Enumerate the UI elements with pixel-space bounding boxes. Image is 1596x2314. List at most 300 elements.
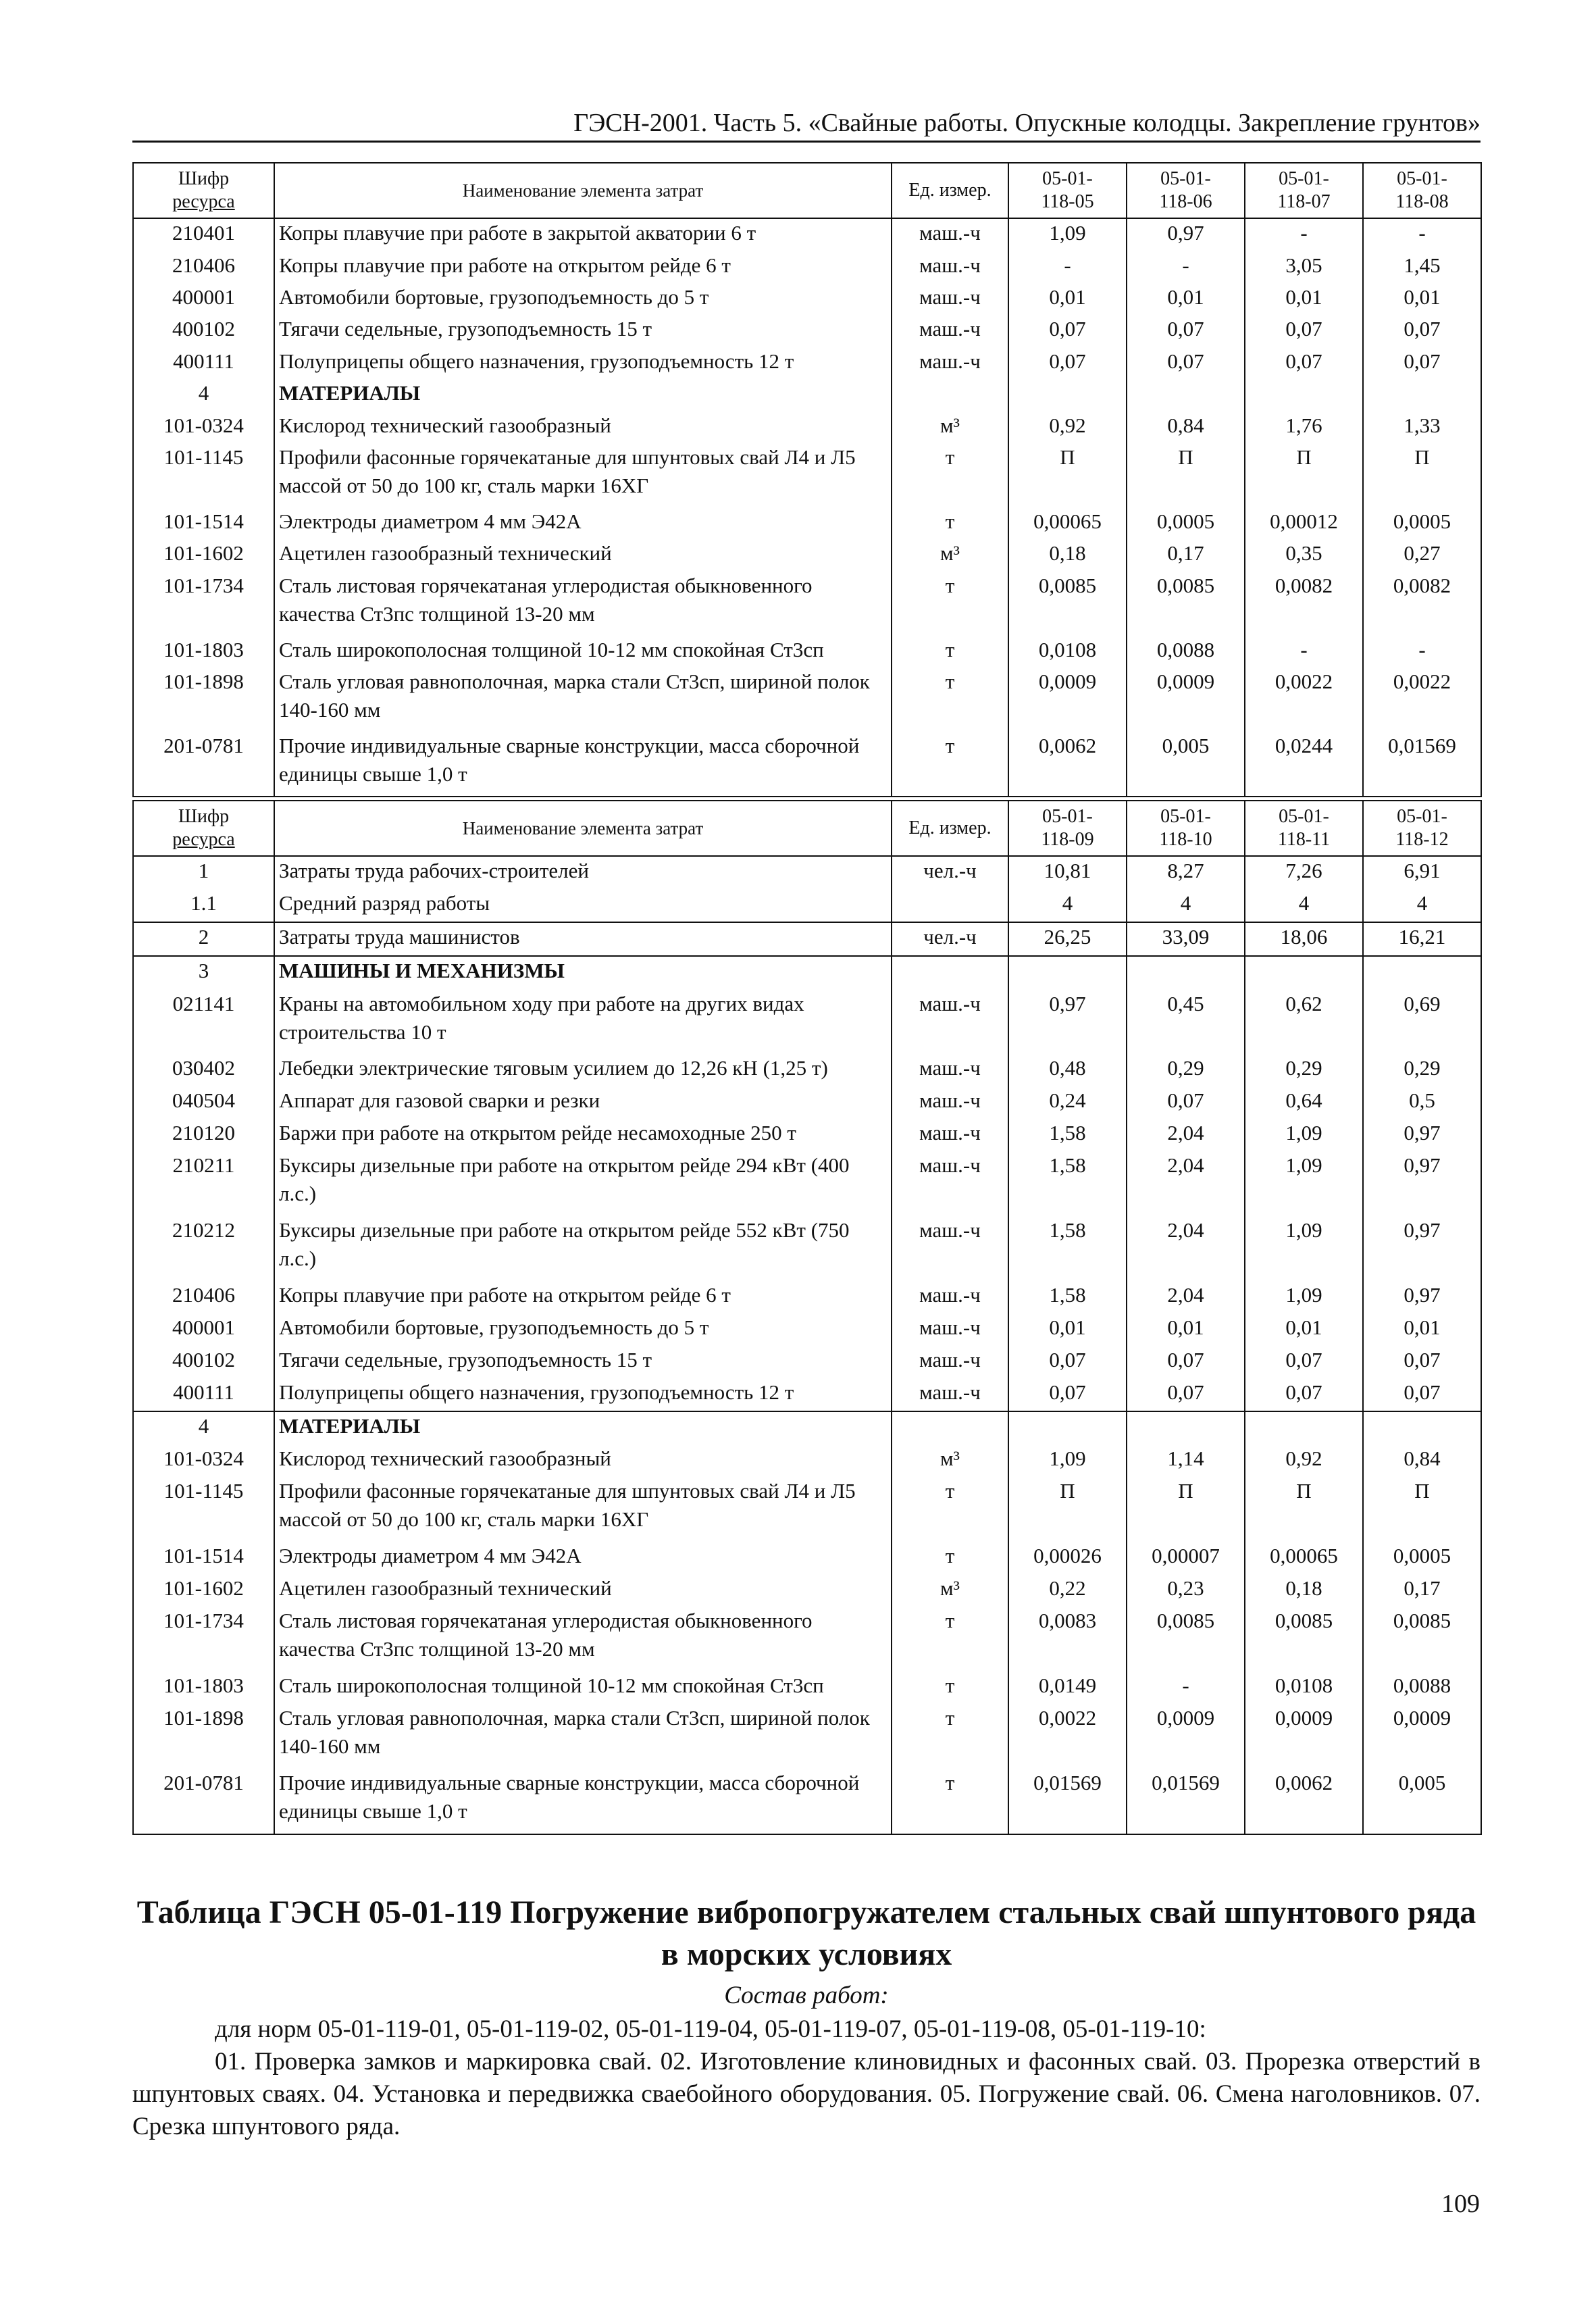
norm-value-cell: 0,01	[1245, 1313, 1363, 1346]
resource-name-cell: Копры плавучие при работе на открытом рейде 6 т	[274, 251, 892, 283]
table-row	[133, 1346, 1481, 1378]
norm-value-cell: -	[1127, 1671, 1245, 1704]
norm-value-cell: 0,0149	[1008, 1671, 1127, 1704]
table-row	[133, 1054, 1481, 1086]
norm-value-cell: 0,0085	[1245, 1607, 1363, 1671]
norm-value-cell: 1,09	[1245, 1151, 1363, 1216]
norm-value-cell	[1245, 956, 1363, 989]
name-column-header: Наименование элемента затрат	[274, 801, 892, 856]
norm-value-cell	[1008, 956, 1127, 989]
resource-code-cell: 101-1734	[133, 572, 274, 636]
norm-value-cell: 0,07	[1363, 1346, 1481, 1378]
norm-value-cell: 10,81	[1008, 856, 1127, 889]
norm-value-cell: 0,92	[1008, 411, 1127, 443]
table-row	[133, 347, 1481, 379]
norms-line: для норм 05-01-119-01, 05-01-119-02, 05-01-119-04, 05-01-119-07, 05-01-119-08, 05-01-119-10:	[215, 2015, 1206, 2043]
unit-cell: т	[892, 443, 1008, 507]
norm-value-cell	[1363, 379, 1481, 411]
resource-name-cell: Лебедки электрические тяговым усилием до 12,26 кН (1,25 т)	[274, 1054, 892, 1086]
unit-cell: чел.-ч	[892, 922, 1008, 956]
unit-cell: маш.-ч	[892, 1086, 1008, 1119]
resource-name-cell: Полуприцепы общего назначения, грузоподъемность 12 т	[274, 347, 892, 379]
norm-value-cell: 0,0085	[1127, 572, 1245, 636]
resource-code-cell: 101-1898	[133, 1704, 274, 1769]
norm-value-cell: 0,0088	[1363, 1671, 1481, 1704]
resource-code-cell: 2	[133, 922, 274, 956]
works-subtitle: Состав работ:	[724, 1982, 889, 2009]
norm-value-cell: 0,01	[1245, 283, 1363, 315]
norm-value-cell: 0,07	[1245, 315, 1363, 347]
unit-cell: т	[892, 1477, 1008, 1542]
norm-value-cell: 0,27	[1363, 539, 1481, 571]
norm-value-cell: 0,07	[1008, 1378, 1127, 1411]
resource-name-cell: Кислород технический газообразный	[274, 1444, 892, 1477]
norm-value-cell	[1245, 1411, 1363, 1444]
norm-value-cell: 0,0009	[1127, 668, 1245, 732]
norm-value-cell: 0,0005	[1363, 1542, 1481, 1574]
table-row	[133, 1769, 1481, 1834]
resource-name-cell: Краны на автомобильном ходу при работе на других видах строительства 10 т	[274, 990, 892, 1055]
norm-value-cell: 0,64	[1245, 1086, 1363, 1119]
name-column-header: Наименование элемента затрат	[274, 163, 892, 218]
table-row	[133, 411, 1481, 443]
norm-value-cell: 0,24	[1008, 1086, 1127, 1119]
norm-value-cell	[1363, 956, 1481, 989]
norm-value-cell: 0,0088	[1127, 636, 1245, 668]
norm-value-cell: 1,09	[1008, 218, 1127, 251]
norm-value-cell: П	[1245, 443, 1363, 507]
resource-name-cell: Автомобили бортовые, грузоподъемность до 5 т	[274, 1313, 892, 1346]
resource-code-cell: 101-1734	[133, 1607, 274, 1671]
norm-value-cell: 1,45	[1363, 251, 1481, 283]
unit-cell	[892, 379, 1008, 411]
unit-cell: маш.-ч	[892, 218, 1008, 251]
resource-name-cell: МАШИНЫ И МЕХАНИЗМЫ	[274, 956, 892, 989]
resource-name-cell: Сталь угловая равнополочная, марка стали Ст3сп, шириной полок 140-160 мм	[274, 668, 892, 732]
table-row	[133, 315, 1481, 347]
table-row	[133, 1151, 1481, 1216]
norm-value-cell: 0,0009	[1363, 1704, 1481, 1769]
resource-code-cell: 101-1145	[133, 1477, 274, 1542]
unit-cell: маш.-ч	[892, 1119, 1008, 1151]
table-row	[133, 1477, 1481, 1542]
norm-value-cell: 1,58	[1008, 1151, 1127, 1216]
norm-value-cell: 0,18	[1008, 539, 1127, 571]
resource-name-cell: Баржи при работе на открытом рейде несамоходные 250 т	[274, 1119, 892, 1151]
resource-code-cell: 3	[133, 956, 274, 989]
norm-value-cell: П	[1245, 1477, 1363, 1542]
table-row	[133, 507, 1481, 539]
resource-code-cell: 101-1898	[133, 668, 274, 732]
resource-code-cell: 040504	[133, 1086, 274, 1119]
unit-cell: т	[892, 732, 1008, 797]
norm-value-cell: П	[1363, 1477, 1481, 1542]
norm-value-cell: 1,14	[1127, 1444, 1245, 1477]
unit-column-header: Ед. измер.	[892, 801, 1008, 856]
section-row	[133, 379, 1481, 411]
table-row	[133, 1313, 1481, 1346]
unit-cell	[892, 956, 1008, 989]
norm-value-cell: 0,01	[1008, 283, 1127, 315]
norm-value-cell	[1127, 379, 1245, 411]
norm-value-cell: 0,01	[1127, 283, 1245, 315]
unit-cell: т	[892, 1671, 1008, 1704]
norm-value-cell: 0,22	[1008, 1574, 1127, 1607]
resource-code-cell: 400102	[133, 315, 274, 347]
norm-value-cell: 0,07	[1363, 315, 1481, 347]
resource-name-cell: Копры плавучие при работе на открытом рейде 6 т	[274, 1281, 892, 1313]
unit-cell: маш.-ч	[892, 283, 1008, 315]
table-row	[133, 539, 1481, 571]
norm-value-cell: 7,26	[1245, 856, 1363, 889]
resource-code-cell: 210406	[133, 251, 274, 283]
norm-value-cell: 0,0009	[1245, 1704, 1363, 1769]
unit-cell: маш.-ч	[892, 1054, 1008, 1086]
table-row	[133, 283, 1481, 315]
norm-value-cell: 0,00026	[1008, 1542, 1127, 1574]
norm-value-cell: 0,97	[1363, 1119, 1481, 1151]
resource-name-cell: Буксиры дизельные при работе на открытом рейде 294 кВт (400 л.с.)	[274, 1151, 892, 1216]
norm-value-cell: 0,07	[1245, 347, 1363, 379]
table-header-row	[133, 163, 1481, 218]
norm-column-header: 05-01- 118-12	[1363, 801, 1481, 856]
unit-cell: маш.-ч	[892, 1346, 1008, 1378]
norm-value-cell: 0,0009	[1008, 668, 1127, 732]
norm-value-cell: 0,23	[1127, 1574, 1245, 1607]
norm-value-cell: 8,27	[1127, 856, 1245, 889]
resource-code-cell: 210401	[133, 218, 274, 251]
unit-cell: маш.-ч	[892, 347, 1008, 379]
resource-code-cell: 101-1145	[133, 443, 274, 507]
resource-code-cell: 021141	[133, 990, 274, 1055]
norm-value-cell: 0,92	[1245, 1444, 1363, 1477]
norm-value-cell: 0,0022	[1245, 668, 1363, 732]
resource-code-cell: 101-0324	[133, 1444, 274, 1477]
table-row	[133, 732, 1481, 797]
section-row	[133, 1411, 1481, 1444]
norm-value-cell	[1127, 1411, 1245, 1444]
norm-value-cell: 0,01569	[1363, 732, 1481, 797]
norm-value-cell: 0,18	[1245, 1574, 1363, 1607]
resource-code-cell: 201-0781	[133, 732, 274, 797]
resource-code-cell: 210406	[133, 1281, 274, 1313]
norm-value-cell: 0,01	[1363, 1313, 1481, 1346]
resource-code-cell: 210211	[133, 1151, 274, 1216]
resource-code-cell: 400102	[133, 1346, 274, 1378]
resource-name-cell: Ацетилен газообразный технический	[274, 1574, 892, 1607]
norm-value-cell: 0,5	[1363, 1086, 1481, 1119]
norm-value-cell: 0,07	[1363, 1378, 1481, 1411]
resource-code-cell: 4	[133, 1411, 274, 1444]
norm-value-cell: 0,69	[1363, 990, 1481, 1055]
resource-name-cell: Электроды диаметром 4 мм Э42А	[274, 507, 892, 539]
resource-code-cell: 210120	[133, 1119, 274, 1151]
table-header-row	[133, 801, 1481, 856]
norm-value-cell: 0,01	[1127, 1313, 1245, 1346]
norm-value-cell: 0,35	[1245, 539, 1363, 571]
norm-value-cell: 3,05	[1245, 251, 1363, 283]
norm-value-cell: 0,07	[1127, 1346, 1245, 1378]
norm-value-cell: П	[1127, 1477, 1245, 1542]
unit-cell: т	[892, 1704, 1008, 1769]
norm-value-cell: 0,97	[1127, 218, 1245, 251]
resource-code-cell: 4	[133, 379, 274, 411]
unit-cell: м³	[892, 539, 1008, 571]
norm-value-cell: -	[1245, 218, 1363, 251]
norm-value-cell: П	[1363, 443, 1481, 507]
norm-value-cell: 16,21	[1363, 922, 1481, 956]
table-row	[133, 1086, 1481, 1119]
norm-value-cell: 0,005	[1363, 1769, 1481, 1834]
code-column-header: Шифр ресурса	[133, 801, 274, 856]
norm-value-cell	[1008, 1411, 1127, 1444]
norm-value-cell: 1,09	[1245, 1119, 1363, 1151]
table-row	[133, 668, 1481, 732]
resource-name-cell: Сталь листовая горячекатаная углеродистая обыкновенного качества Ст3пс толщиной 13-20 мм	[274, 572, 892, 636]
table-row	[133, 1704, 1481, 1769]
norm-column-header: 05-01- 118-08	[1363, 163, 1481, 218]
norm-value-cell: -	[1245, 636, 1363, 668]
unit-cell: т	[892, 572, 1008, 636]
resource-code-cell: 1.1	[133, 889, 274, 922]
table-row	[133, 856, 1481, 889]
norm-value-cell: 0,0085	[1008, 572, 1127, 636]
norm-value-cell: 0,00007	[1127, 1542, 1245, 1574]
section-title: Таблица ГЭСН 05-01-119 Погружение вибропогружателем стальных свай шпунтового ряда в морских условиях	[136, 1894, 1476, 1972]
resource-name-cell: Профили фасонные горячекатаные для шпунтовых свай Л4 и Л5 массой от 50 до 100 кг, сталь марки 16ХГ	[274, 1477, 892, 1542]
unit-cell: м³	[892, 1444, 1008, 1477]
resource-name-cell: Тягачи седельные, грузоподъемность 15 т	[274, 315, 892, 347]
norm-value-cell: 0,07	[1127, 315, 1245, 347]
norm-value-cell	[1245, 379, 1363, 411]
table-row	[133, 443, 1481, 507]
norm-value-cell: 0,07	[1127, 1378, 1245, 1411]
resource-name-cell: МАТЕРИАЛЫ	[274, 379, 892, 411]
norm-value-cell: 0,0085	[1363, 1607, 1481, 1671]
norm-value-cell: 0,0005	[1127, 507, 1245, 539]
norm-column-header: 05-01- 118-10	[1127, 801, 1245, 856]
resource-code-cell: 400111	[133, 1378, 274, 1411]
norm-value-cell: 1,09	[1245, 1216, 1363, 1281]
norm-value-cell: 0,0022	[1363, 668, 1481, 732]
unit-cell: т	[892, 668, 1008, 732]
resource-name-cell: Сталь широкополосная толщиной 10-12 мм спокойная Ст3сп	[274, 1671, 892, 1704]
resource-name-cell: Электроды диаметром 4 мм Э42А	[274, 1542, 892, 1574]
norm-column-header: 05-01- 118-07	[1245, 163, 1363, 218]
unit-cell: т	[892, 636, 1008, 668]
resource-name-cell: Буксиры дизельные при работе на открытом рейде 552 кВт (750 л.с.)	[274, 1216, 892, 1281]
norm-value-cell: 18,06	[1245, 922, 1363, 956]
norm-value-cell: 0,07	[1008, 315, 1127, 347]
norm-value-cell: П	[1127, 443, 1245, 507]
unit-cell: м³	[892, 411, 1008, 443]
unit-cell: маш.-ч	[892, 1281, 1008, 1313]
unit-cell: маш.-ч	[892, 1151, 1008, 1216]
norm-column-header: 05-01- 118-06	[1127, 163, 1245, 218]
norm-value-cell: 2,04	[1127, 1216, 1245, 1281]
resource-code-cell: 210212	[133, 1216, 274, 1281]
unit-cell: чел.-ч	[892, 856, 1008, 889]
resource-code-cell: 030402	[133, 1054, 274, 1086]
resource-name-cell: Кислород технический газообразный	[274, 411, 892, 443]
norm-value-cell: 0,0108	[1008, 636, 1127, 668]
unit-cell	[892, 1411, 1008, 1444]
unit-cell	[892, 889, 1008, 922]
resource-code-cell: 400111	[133, 347, 274, 379]
norm-value-cell: 0,0083	[1008, 1607, 1127, 1671]
resource-name-cell: Сталь широкополосная толщиной 10-12 мм спокойная Ст3сп	[274, 636, 892, 668]
unit-cell: маш.-ч	[892, 315, 1008, 347]
norm-value-cell: 0,00065	[1245, 1542, 1363, 1574]
norm-value-cell: 0,29	[1363, 1054, 1481, 1086]
norm-value-cell: -	[1363, 218, 1481, 251]
unit-cell: маш.-ч	[892, 1313, 1008, 1346]
norm-value-cell: 0,17	[1127, 539, 1245, 571]
table-row	[133, 251, 1481, 283]
table-row	[133, 218, 1481, 251]
norm-value-cell: 2,04	[1127, 1281, 1245, 1313]
code-column-header: Шифр ресурса	[133, 163, 274, 218]
resource-code-cell: 101-1514	[133, 507, 274, 539]
norm-value-cell: 0,29	[1245, 1054, 1363, 1086]
unit-cell: маш.-ч	[892, 251, 1008, 283]
norm-value-cell: 0,0244	[1245, 732, 1363, 797]
unit-cell: т	[892, 1769, 1008, 1834]
resource-code-cell: 101-1803	[133, 636, 274, 668]
resource-name-cell: Сталь листовая горячекатаная углеродистая обыкновенного качества Ст3пс толщиной 13-20 мм	[274, 1607, 892, 1671]
norm-value-cell: 0,0009	[1127, 1704, 1245, 1769]
norm-value-cell: 0,17	[1363, 1574, 1481, 1607]
resource-code-cell: 101-1602	[133, 1574, 274, 1607]
unit-cell: маш.-ч	[892, 1216, 1008, 1281]
norm-value-cell: 26,25	[1008, 922, 1127, 956]
norm-value-cell: 0,0085	[1127, 1607, 1245, 1671]
norm-value-cell: 0,97	[1008, 990, 1127, 1055]
resource-name-cell: Прочие индивидуальные сварные конструкции, масса сборочной единицы свыше 1,0 т	[274, 1769, 892, 1834]
section-row	[133, 956, 1481, 989]
norm-value-cell: 0,45	[1127, 990, 1245, 1055]
norm-value-cell: 4	[1245, 889, 1363, 922]
norm-value-cell: -	[1363, 636, 1481, 668]
resource-code-cell: 400001	[133, 283, 274, 315]
norm-value-cell: 33,09	[1127, 922, 1245, 956]
resource-code-cell: 101-1602	[133, 539, 274, 571]
norm-value-cell: 0,005	[1127, 732, 1245, 797]
resource-name-cell: Копры плавучие при работе в закрытой акватории 6 т	[274, 218, 892, 251]
norm-value-cell: 0,84	[1127, 411, 1245, 443]
table-row	[133, 990, 1481, 1055]
norm-value-cell: 0,07	[1245, 1378, 1363, 1411]
norm-value-cell: 0,07	[1363, 347, 1481, 379]
norm-value-cell: 0,00065	[1008, 507, 1127, 539]
norm-value-cell: 0,07	[1008, 347, 1127, 379]
norm-value-cell: -	[1008, 251, 1127, 283]
unit-cell: м³	[892, 1574, 1008, 1607]
norm-value-cell: 0,97	[1363, 1151, 1481, 1216]
table-row	[133, 636, 1481, 668]
norm-column-header: 05-01- 118-05	[1008, 163, 1127, 218]
table-row	[133, 1378, 1481, 1411]
unit-column-header: Ед. измер.	[892, 163, 1008, 218]
table-row	[133, 1119, 1481, 1151]
norm-value-cell: 0,0062	[1008, 732, 1127, 797]
norm-value-cell: П	[1008, 443, 1127, 507]
norm-value-cell: 1,09	[1008, 1444, 1127, 1477]
norm-value-cell	[1127, 956, 1245, 989]
table-row	[133, 1607, 1481, 1671]
norm-value-cell: 0,01569	[1008, 1769, 1127, 1834]
norm-value-cell: -	[1127, 251, 1245, 283]
unit-cell: т	[892, 1542, 1008, 1574]
table-row	[133, 1281, 1481, 1313]
resource-name-cell: Сталь угловая равнополочная, марка стали Ст3сп, шириной полок 140-160 мм	[274, 1704, 892, 1769]
table-row	[133, 922, 1481, 956]
table-row	[133, 1671, 1481, 1704]
norm-value-cell: 0,01	[1008, 1313, 1127, 1346]
norm-value-cell: 4	[1008, 889, 1127, 922]
table-row	[133, 572, 1481, 636]
norm-value-cell: 0,62	[1245, 990, 1363, 1055]
resource-table-118-05-08	[132, 162, 1482, 797]
norm-value-cell	[1008, 379, 1127, 411]
norm-value-cell: 1,58	[1008, 1216, 1127, 1281]
norm-value-cell: 0,97	[1363, 1281, 1481, 1313]
resource-code-cell: 201-0781	[133, 1769, 274, 1834]
resource-name-cell: МАТЕРИАЛЫ	[274, 1411, 892, 1444]
norm-column-header: 05-01- 118-11	[1245, 801, 1363, 856]
norm-value-cell: 0,00012	[1245, 507, 1363, 539]
unit-cell: маш.-ч	[892, 1378, 1008, 1411]
unit-cell: т	[892, 1607, 1008, 1671]
running-header: ГЭСН-2001. Часть 5. «Свайные работы. Опускные колодцы. Закрепление грунтов»	[573, 109, 1481, 137]
table-row	[133, 1216, 1481, 1281]
norm-value-cell: 0,0062	[1245, 1769, 1363, 1834]
norm-value-cell: 0,0108	[1245, 1671, 1363, 1704]
norm-value-cell: 0,07	[1245, 1346, 1363, 1378]
header-rule	[132, 141, 1481, 143]
norm-value-cell: 0,97	[1363, 1216, 1481, 1281]
table-row	[133, 1444, 1481, 1477]
norm-value-cell	[1363, 1411, 1481, 1444]
norm-value-cell: 0,84	[1363, 1444, 1481, 1477]
works-paragraph: 01. Проверка замков и маркировка свай. 02. Изготовление клиновидных и фасонных свай. 03. Прорезка отверстий в шпунтовых сваях. 04. Установка и передвижка сваебойного оборудования. 05. Погружение свай. 06. Смена наголовников. 07. Срезка шпунтового ряда.	[132, 2048, 1481, 2140]
resource-code-cell: 400001	[133, 1313, 274, 1346]
norm-value-cell: 0,29	[1127, 1054, 1245, 1086]
norm-value-cell: 0,0082	[1363, 572, 1481, 636]
resource-table-118-09-12	[132, 800, 1482, 1835]
resource-name-cell: Автомобили бортовые, грузоподъемность до 5 т	[274, 283, 892, 315]
norm-value-cell: 1,76	[1245, 411, 1363, 443]
resource-name-cell: Затраты труда машинистов	[274, 922, 892, 956]
resource-name-cell: Средний разряд работы	[274, 889, 892, 922]
norm-value-cell: 0,0022	[1008, 1704, 1127, 1769]
norm-value-cell: 1,58	[1008, 1119, 1127, 1151]
resource-code-cell: 101-0324	[133, 411, 274, 443]
norm-value-cell: 2,04	[1127, 1151, 1245, 1216]
resource-code-cell: 1	[133, 856, 274, 889]
norm-value-cell: 0,0082	[1245, 572, 1363, 636]
norm-value-cell: 2,04	[1127, 1119, 1245, 1151]
resource-code-cell: 101-1514	[133, 1542, 274, 1574]
norm-value-cell: 0,07	[1008, 1346, 1127, 1378]
norm-value-cell: 1,09	[1245, 1281, 1363, 1313]
norm-value-cell: 4	[1127, 889, 1245, 922]
page-number: 109	[1441, 2190, 1480, 2218]
table-row	[133, 1574, 1481, 1607]
table-row	[133, 1542, 1481, 1574]
norm-value-cell: 1,33	[1363, 411, 1481, 443]
resource-name-cell: Тягачи седельные, грузоподъемность 15 т	[274, 1346, 892, 1378]
